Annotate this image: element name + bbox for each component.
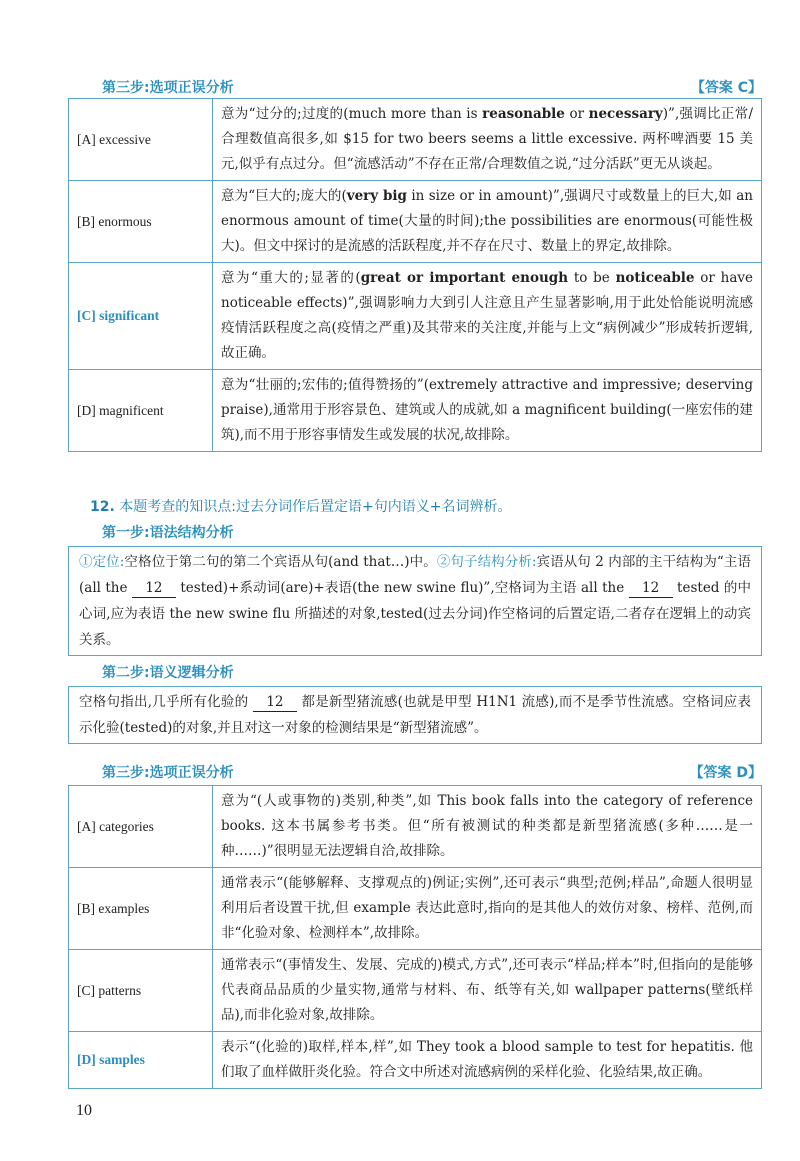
step3-title-2: 第三步:选项正误分析	[102, 765, 234, 781]
answer-label-2: 【答案 D】	[689, 765, 762, 781]
answer-label-1: 【答案 C】	[690, 80, 762, 96]
option-label: [B] examples	[69, 868, 213, 950]
option-explanation: 意为“(人或事物的)类别,种类”,如 This book falls into the category of reference books. 这本书属参考书类。但“所有被测试的种类都是新型猪流感(多种……是一种……)”很明显无法逻辑自洽,故排除。	[213, 786, 762, 868]
question-12-text: 本题考查的知识点:过去分词作后置定语+句内语义+名词辨析。	[119, 499, 512, 515]
option-row	[69, 786, 762, 868]
option-explanation: 通常表示“(能够解释、支撑观点的)例证;实例”,还可表示“典型;范例;样品”,命题人很明显利用后者设置干扰,但 example 表达此意时,指向的是其他人的效仿对象、榜样、范例,而非“化验对象、检测样本”,故排除。	[213, 868, 762, 950]
semantic-analysis-box: 空格句指出,几乎所有化验的 12 都是新型猪流感(也就是甲型 H1N1 流感),而不是季节性流感。空格词应表示化验(tested)的对象,并且对这一对象的检测结果是“新型猪流感”。	[68, 686, 762, 744]
option-row	[69, 950, 762, 1032]
option-row	[69, 181, 762, 263]
option-row	[69, 1032, 762, 1089]
options-table-1-body	[69, 99, 762, 452]
option-label: [A] categories	[69, 786, 213, 868]
step3-title-1: 第三步:选项正误分析	[102, 80, 234, 96]
option-label: [D] magnificent	[69, 370, 213, 452]
option-explanation: 意为“壮丽的;宏伟的;值得赞扬的”(extremely attractive and impressive; deserving praise),通常用于形容景色、建筑或人的成就,如 a magnificent building(一座宏伟的建筑),而不用于形容事情发生或发展的状况,故排除。	[213, 370, 762, 452]
step2-title: 第二步:语义逻辑分析	[102, 665, 234, 681]
option-row	[69, 370, 762, 452]
option-explanation: 表示“(化验的)取样,样本,样”,如 They took a blood sample to test for hepatitis. 他们取了血样做肝炎化验。符合文中所述对流感病例的采样化验、化验结果,故正确。	[213, 1032, 762, 1089]
question-number: 12.	[90, 499, 115, 515]
step1-title: 第一步:语法结构分析	[102, 525, 234, 541]
option-label: [B] enormous	[69, 181, 213, 263]
option-label: [D] samples	[69, 1032, 213, 1089]
option-row	[69, 263, 762, 370]
option-label: [A] excessive	[69, 99, 213, 181]
option-row	[69, 99, 762, 181]
option-label: [C] patterns	[69, 950, 213, 1032]
page-number: 10	[76, 1102, 92, 1119]
option-explanation: 意为“过分的;过度的(much more than is reasonable or necessary)”,强调比正常/合理数值高很多,如 $15 for two beers seems a little excessive. 两杯啤酒要 15 美元,似乎有点过分。但“流感活动”不存在正常/合理数值之说,“过分活跃”更无从谈起。	[213, 99, 762, 181]
option-explanation: 意为“重大的;显著的(great or important enough to be noticeable or have noticeable effects)”,强调影响力大到引人注意且产生显著影响,用于此处恰能说明流感疫情活跃程度之高(疫情之严重)及其带来的关注度,并能与上文“病例减少”形成转折逻辑,故正确。	[213, 263, 762, 370]
option-explanation: 通常表示“(事情发生、发展、完成的)模式,方式”,还可表示“样品;样本”时,但指向的是能够代表商品品质的少量实物,通常与材料、布、纸等有关,如 wallpaper patterns(壁纸样品),而非化验对象,故排除。	[213, 950, 762, 1032]
option-explanation: 意为“巨大的;庞大的(very big in size or in amount)”,强调尺寸或数量上的巨大,如 an enormous amount of time(大量的时间);the possibilities are enormous(可能性极大)。但文中探讨的是流感的活跃程度,并不存在尺寸、数量上的界定,故排除。	[213, 181, 762, 263]
question-12-topic	[90, 496, 511, 516]
options-table-2	[68, 785, 762, 1089]
options-table-1	[68, 98, 762, 452]
option-row	[69, 868, 762, 950]
option-label: [C] significant	[69, 263, 213, 370]
options-table-2-body	[69, 786, 762, 1089]
grammar-analysis-box: ①定位:空格位于第二句的第二个宾语从句(and that…)中。②句子结构分析:宾语从句 2 内部的主干结构为“主语(all the 12 tested)+系动词(are)+表语(the new swine flu)”,空格词为主语 all the 12 tested 的中心词,应为表语 the new swine flu 所描述的对象,tested(过去分词)作空格词的后置定语,二者存在逻辑上的动宾关系。	[68, 546, 762, 656]
